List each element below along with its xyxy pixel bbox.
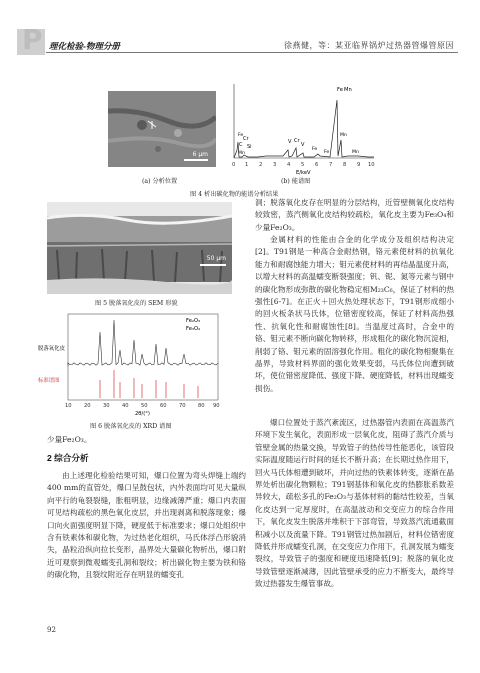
eds-xtick: 10 [368, 162, 375, 168]
eds-xtick: 2 [259, 162, 263, 168]
xrd-xtick: 50 [141, 403, 148, 409]
figure5-caption: 图 5 脱落氧化皮的 SEM 形貌 [95, 300, 178, 307]
xrd-xtick: 90 [213, 403, 220, 409]
eds-peak-mn4: Mn [352, 150, 359, 155]
eds-peak-v1: V [288, 139, 292, 145]
header-rule [46, 52, 458, 53]
xrd-label-sample: 脱落氧化皮 [38, 346, 65, 352]
figure5-scalebar-label: 50 µm [206, 255, 226, 262]
right-para-3: 爆口位置处于蒸汽紊流区，过热器管内表面在高温蒸汽环境下发生氧化，表面形成一层氧化皮，阻碍了蒸汽介质与管壁金属的热量交换，导致管子的热传导性能恶化，该管段实际温度随运行时间的延长不断升高；在长期过热作用下，回火马氏体相遭到破坏，并向过热的铁素体转变，逐渐在晶界处析出碳化物颗粒；T91钢基体和氧化皮的热膨胀系数差异较大，疏松多孔的Fe₂O₃与基体材料的黏结性较差，当氧化皮达到一定厚度时，在高温波动和交变应力的综合作用下，氧化皮发生脱落并堆积于下部弯管，导致蒸汽流通截面积减小以及流量下降。T91钢管过热加剧后，材料位错密度降低并形成蠕变孔洞，在交变应力作用下，孔洞发展为蠕变裂纹，导致管子的强度和硬度迅速降低[9]；脱落的氧化皮导致管壁逐渐减薄，因此管壁承受的应力不断变大，最终导致过热器发生爆管事故。 [255, 418, 454, 589]
figure4-caption: 图 4 析出碳化物的能谱分析结果 [190, 191, 279, 198]
xrd-xtick: 70 [179, 403, 186, 409]
figure5-sem-image [47, 202, 232, 294]
eds-peak-fe-top: Fe [337, 87, 343, 93]
eds-peak-mn-top: Mn [344, 87, 352, 93]
eds-xlabel: E/keV [296, 170, 311, 176]
journal-name: 理化检验-物理分册 [49, 41, 120, 51]
eds-peak-fe3: Fe [312, 147, 318, 152]
eds-xtick: 7 [329, 162, 333, 168]
figure4-scalebar-label: 6 µm [192, 151, 208, 158]
eds-peak-mn2: Mn [238, 151, 245, 156]
eds-xtick: 3 [273, 162, 277, 168]
figure4-scalebar [184, 159, 208, 161]
figure4b-caption: (b) 能谱图 [281, 178, 311, 185]
eds-peak-cr2: Cr [294, 138, 300, 144]
xrd-xtick: 20 [84, 403, 91, 409]
eds-xtick: 4 [287, 162, 291, 168]
page-number: 92 [47, 626, 56, 634]
figure6-caption: 图 6 脱落氧化皮的 XRD 谱图 [90, 423, 172, 430]
xrd-xtick: 30 [103, 403, 110, 409]
section-heading: 2 综合分析 [47, 453, 89, 463]
right-para-2: 金属材料的性能由合金的化学成分及组织结构决定[2]。T91钢是一种高合金耐热钢，铬元素使材料的抗氧化能力和耐腐蚀能力增大；钼元素使材料的再结晶温度升高，以增大材料的高温蠕变断裂强度；钒、铌、氮等元素与钢中的碳化物形成弥散的碳化物稳定相M₂₃C₆，保证了材料的热强性[6-7]。在正火＋回火热处理状态下，T91钢形成细小的回火板条状马氏体，位错密度较高，保证了材料高热强性、抗氧化性和耐腐蚀性[8]。当温度过高时，合金中的铬、钼元素不断向碳化物转移，形成粗化的碳化物沉淀相，削弱了铬、钼元素的固溶强化作用。粗化的碳化物相聚集在晶界，导致材料界面的强化效果变弱，马氏体位向遭到破坏，使位错密度降低、强度下降、硬度降低，材料出现蠕变损伤。 [255, 235, 454, 393]
xrd-xtick: 10 [65, 403, 72, 409]
xrd-xtick: 80 [198, 403, 205, 409]
left-top-line: 少量Fe₂O₃。 [47, 435, 92, 444]
eds-xtick: 1 [245, 162, 249, 168]
left-paragraph: 由上述理化检验结果可知，爆口位置为弯头焊缝上端约400 mm的直管处，爆口呈鼓包状，内外表面均可见大量纵向平行的龟裂裂缝，胀粗明显，边缘减薄严重；爆口内表面可见结构疏松的黑色氧化皮层，并出现剥离和脱落现象；爆口向火面强度明显下降，硬度低于标准要求；爆口处组织中含有铁素体和碳化物，为过热老化组织，马氏体浮凸形貌消失，晶粒沿纵向拉长变形，晶界处大量碳化物析出，爆口附近可观察到微观蠕变孔洞和裂纹；析出碳化物主要为铁和铬的碳化物，且裂纹附近存在明显的蠕变孔 [47, 471, 246, 580]
xrd-xlabel: 2θ/(°) [135, 411, 150, 417]
eds-peak-fe4: Fe [324, 150, 330, 155]
figure5-scalebar [200, 264, 226, 266]
eds-peak-v2: V [301, 142, 305, 148]
eds-xtick: 0 [232, 162, 236, 168]
xrd-label-standard: 标准谱图 [38, 378, 60, 384]
figure4-sem-image [108, 91, 216, 167]
eds-xtick: 5 [301, 162, 305, 168]
xrd-xtick: 60 [160, 403, 167, 409]
eds-peak-cr1: Cr [243, 136, 249, 142]
eds-peak-fe2: Fe [238, 133, 244, 138]
xrd-legend-fe3o4: Fe₃O₄ [186, 326, 201, 332]
eds-xtick: 6 [315, 162, 319, 168]
xrd-xtick: 40 [122, 403, 129, 409]
journal-logo-icon: P [22, 23, 43, 56]
eds-peak-c: C [239, 142, 243, 148]
right-para-1: 洞；脱落氧化皮存在明显的分层结构，近管壁侧氧化皮结构较致密，蒸汽侧氧化皮结构较疏松，氧化皮主要为Fe₃O₄和少量Fe₂O₃。 [255, 198, 454, 232]
running-title: 徐燕健，等：某亚临界锅炉过热器管爆管原因 [284, 41, 454, 50]
eds-peak-si: Si [247, 144, 252, 150]
figure6-xrd-chart [38, 310, 230, 418]
eds-xtick: 8 [343, 162, 347, 168]
xrd-legend-fe2o3: Fe₂O₃ [186, 318, 201, 324]
figure4-eds-spectrum [228, 80, 378, 180]
figure4a-caption: (a) 分析位置 [142, 178, 178, 185]
eds-xtick: 9 [357, 162, 361, 168]
eds-peak-mn3: Mn [340, 133, 347, 138]
